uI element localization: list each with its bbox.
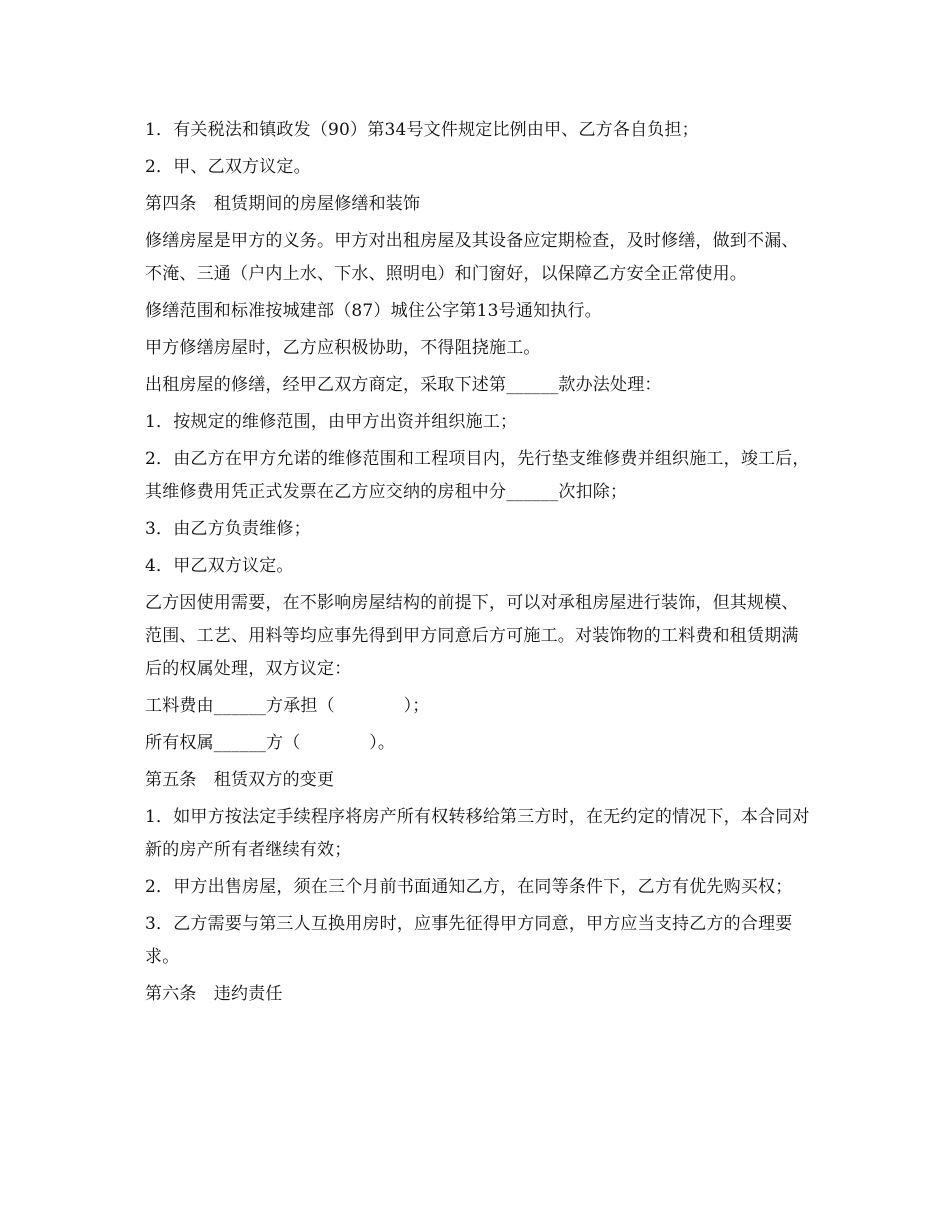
paragraph-repair-obligation: 修缮房屋是甲方的义务。甲方对出租房屋及其设备应定期检查，及时修缮，做到不漏、不淹、三通（户内上水、下水、照明电）和门窗好，以保障乙方安全正常使用。	[145, 231, 799, 284]
paragraph-repair-standard: 修缮范围和标准按城建部（87）城住公字第13号通知执行。	[145, 301, 602, 321]
change-item-1: 1．如甲方按法定手续程序将房产所有权转移给第三方时，在无约定的情况下，本合同对新的房产所有者继续有效；	[145, 807, 810, 860]
repair-option-4: 4．甲乙双方议定。	[145, 556, 294, 576]
repair-option-1: 1．按规定的维修范围，由甲方出资并组织施工；	[145, 412, 518, 432]
line-material-cost: 工料费由______方承担（ ）；	[145, 696, 430, 716]
clause-item-agreed: 2．甲、乙双方议定。	[145, 157, 311, 177]
change-item-3: 3．乙方需要与第三人互换用房时，应事先征得甲方同意，甲方应当支持乙方的合理要求。	[145, 914, 793, 967]
document-body	[145, 114, 810, 1015]
change-item-2: 2．甲方出售房屋，须在三个月前书面通知乙方，在同等条件下，乙方有优先购买权；	[145, 877, 793, 897]
paragraph-decoration: 乙方因使用需要，在不影响房屋结构的前提下，可以对承租房屋进行装饰，但其规模、范围、工艺、用料等均应事先得到甲方同意后方可施工。对装饰物的工料费和租赁期满后的权属处理，双方议定：	[145, 593, 799, 679]
clause-item-tax-law: 1．有关税法和镇政发（90）第34号文件规定比例由甲、乙方各自负担；	[145, 120, 699, 140]
paragraph-repair-method: 出租房屋的修缮，经甲乙双方商定，采取下述第______款办法处理：	[145, 375, 662, 395]
repair-option-2: 2．由乙方在甲方允诺的维修范围和工程项目内，先行垫支维修费并组织施工，竣工后，其维修费用凭正式发票在乙方应交纳的房租中分______次扣除；	[145, 449, 810, 502]
paragraph-tenant-assist: 甲方修缮房屋时，乙方应积极协助，不得阻挠施工。	[145, 338, 541, 358]
article-heading-5: 第五条 租赁双方的变更	[145, 770, 335, 790]
article-heading-6: 第六条 违约责任	[145, 984, 283, 1004]
article-heading-4: 第四条 租赁期间的房屋修缮和装饰	[145, 194, 421, 214]
line-ownership: 所有权属______方（ ）。	[145, 733, 396, 753]
repair-option-3: 3．由乙方负责维修；	[145, 519, 311, 539]
